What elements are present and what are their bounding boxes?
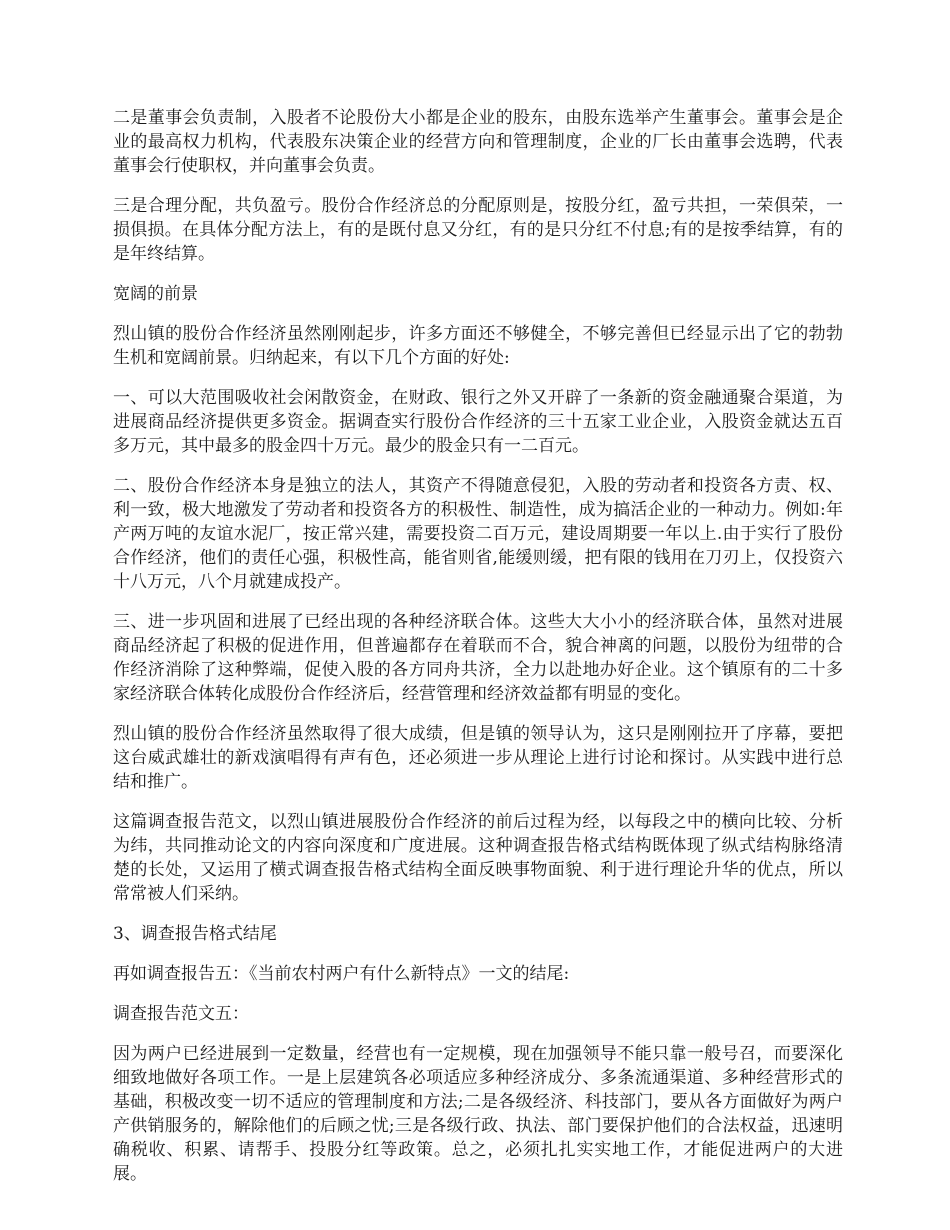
paragraph-benefit-one: 一、可以大范围吸收社会闲散资金，在财政、银行之外又开辟了一条新的资金融通聚合渠道，为进展商品经济提供更多资金。据调查实行股份合作经济的三十五家工业企业，入股资金就达五百多万元，其中最多的股金四十万元。最少的股金只有一二百元。 bbox=[113, 388, 843, 456]
section-heading-ending: 3、调查报告格式结尾 bbox=[113, 924, 277, 944]
paragraph-benefit-two: 二、股份合作经济本身是独立的法人，其资产不得随意侵犯，入股的劳动者和投资各方责、权、利一致，极大地激发了劳动者和投资各方的积极性、制造性，成为搞活企业的一种动力。例如:年产两万吨的友谊水泥厂，按正常兴建，需要投资二百万元，建设周期要一年以上.由于实行了股份合作经济，他们的责任心强，积极性高，能省则省,能缓则缓，把有限的钱用在刀刃上，仅投资六十八万元，八个月就建成投产。 bbox=[113, 476, 843, 592]
paragraph-profit-distribution: 三是合理分配，共负盈亏。股份合作经济总的分配原则是，按股分红，盈亏共担，一荣俱荣，一损俱损。在具体分配方法上，有的是既付息又分红，有的是只分红不付息;有的是按季结算，有的是年终结算。 bbox=[113, 196, 843, 264]
paragraph-structure-analysis: 这篇调查报告范文，以烈山镇进展股份合作经济的前后过程为经，以每段之中的横向比较、分析为纬，共同推动论文的内容向深度和广度进展。这种调查报告格式结构既体现了纵式结构脉络清楚的长处，又运用了横式调查报告格式结构全面反映事物面貌、利于进行理论升华的优点，所以常常被人们采纳。 bbox=[113, 812, 843, 904]
paragraph-example-conclusion: 因为两户已经进展到一定数量，经营也有一定规模，现在加强领导不能只靠一般号召，而要深化细致地做好各项工作。一是上层建筑各必项适应多种经济成分、多条流通渠道、多种经营形式的基础，积极改变一切不适应的管理制度和方法;二是各级经济、科技部门，要从各方面做好为两户产供销服务的，解除他们的后顾之忧;三是各级行政、执法、部门要保护他们的合法权益，迅速明确税收、积累、请帮手、投股分红等政策。总之，必须扎扎实实地工作，才能促进两户的大进展。 bbox=[113, 1044, 843, 1184]
section-heading-prospects: 宽阔的前景 bbox=[113, 284, 198, 304]
paragraph-prospects-intro: 烈山镇的股份合作经济虽然刚刚起步，许多方面还不够健全，不够完善但已经显示出了它的勃勃生机和宽阔前景。归纳起来，有以下几个方面的好处: bbox=[113, 324, 843, 368]
example-label: 调查报告范文五： bbox=[113, 1004, 249, 1024]
paragraph-benefit-three: 三、进一步巩固和进展了已经出现的各种经济联合体。这些大大小小的经济联合体，虽然对进展商品经济起了积极的促进作用，但普遍都存在着联而不合，貌合神离的问题，以股份为纽带的合作经济消除了这种弊端，促使入股的各方同舟共济，全力以赴地办好企业。这个镇原有的二十多家经济联合体转化成股份合作经济后，经营管理和经济效益都有明显的变化。 bbox=[113, 612, 843, 704]
paragraph-leadership-view: 烈山镇的股份合作经济虽然取得了很大成绩，但是镇的领导认为，这只是刚刚拉开了序幕，要把这台威武雄壮的新戏演唱得有声有色，还必须进一步从理论上进行讨论和探讨。从实践中进行总结和推广。 bbox=[113, 724, 843, 792]
document-body bbox=[113, 106, 843, 1202]
paragraph-board-responsibility: 二是董事会负责制，入股者不论股份大小都是企业的股东，由股东选举产生董事会。董事会是企业的最高权力机构，代表股东决策企业的经营方向和管理制度，企业的厂长由董事会选聘，代表董事会行使职权，并向董事会负责。 bbox=[113, 108, 843, 176]
paragraph-example-intro: 再如调查报告五：《当前农村两户有什么新特点》一文的结尾: bbox=[113, 964, 570, 984]
